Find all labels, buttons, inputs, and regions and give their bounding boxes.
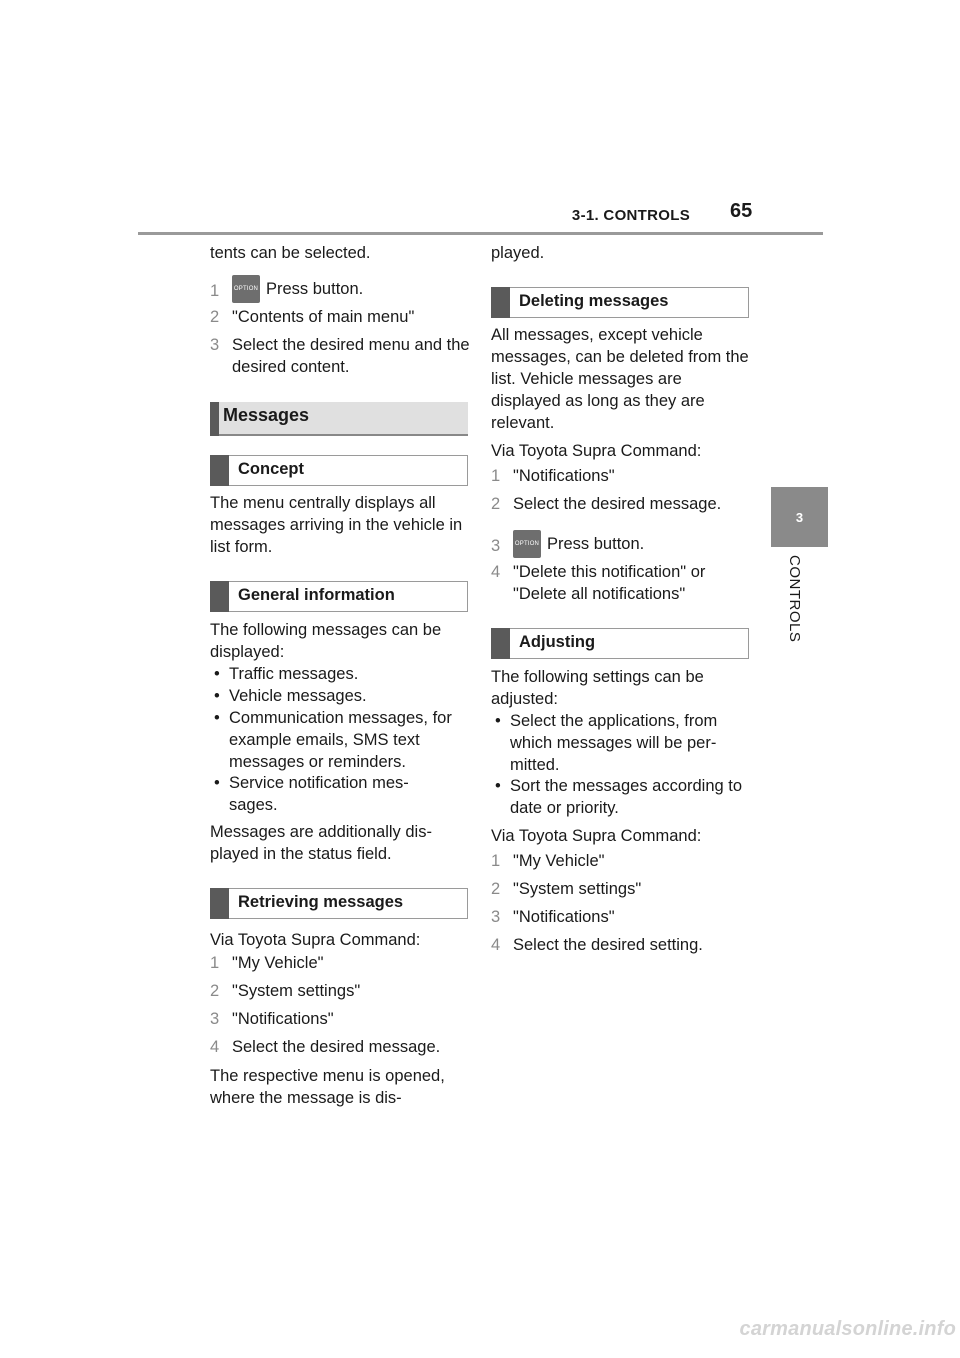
concept-text: The menu centrally displays all messages arriving in the vehicle in list form. xyxy=(210,494,463,556)
deleting-intro: Via Toyota Supra Command: xyxy=(491,442,702,460)
section-title: 3-1. CONTROLS xyxy=(571,207,690,224)
deleting-text: All messages, except vehicle messages, can be deleted from the list. Vehicle messages are displayed as long as they are relevant. xyxy=(491,326,749,432)
step-text: "Contents of main menu" xyxy=(232,308,415,326)
adjusting-intro: The following settings can be adjusted: xyxy=(491,668,704,708)
step-number: 1 xyxy=(210,282,220,300)
step-number: 2 xyxy=(210,308,220,326)
section-heading-messages: Messages xyxy=(210,402,468,436)
subheading-concept: Concept xyxy=(210,455,468,486)
step-text: Press button. xyxy=(266,280,364,298)
general-intro: The following messages can be displayed: xyxy=(210,621,442,661)
chapter-tab-label: CONTROLS xyxy=(786,555,803,643)
step-text: Select the desired menu and the desired content. xyxy=(232,336,470,376)
continued-text: played. xyxy=(491,244,545,262)
watermark-logo: carmanualsonline.info xyxy=(739,1318,956,1340)
page-number: 65 xyxy=(730,200,753,222)
intro-text: tents can be selected. xyxy=(210,244,371,262)
subheading-retrieving-messages: Retrieving messages xyxy=(210,888,468,919)
general-footer: Messages are additionally dis-played in the status field. xyxy=(210,823,432,863)
subheading-adjusting: Adjusting xyxy=(491,628,749,659)
subheading-general-information: General information xyxy=(210,581,468,612)
adjusting-via: Via Toyota Supra Command: xyxy=(491,827,702,845)
subheading-deleting-messages: Deleting messages xyxy=(491,287,749,318)
header-divider xyxy=(138,232,823,235)
step-number: 3 xyxy=(210,336,220,354)
option-button-icon: OPTION xyxy=(513,530,541,558)
retrieving-intro: Via Toyota Supra Command: xyxy=(210,931,421,949)
chapter-tab: 3 xyxy=(771,487,828,547)
option-button-icon: OPTION xyxy=(232,275,260,303)
retrieving-footer: The respective menu is opened, where the message is dis- xyxy=(210,1067,445,1107)
